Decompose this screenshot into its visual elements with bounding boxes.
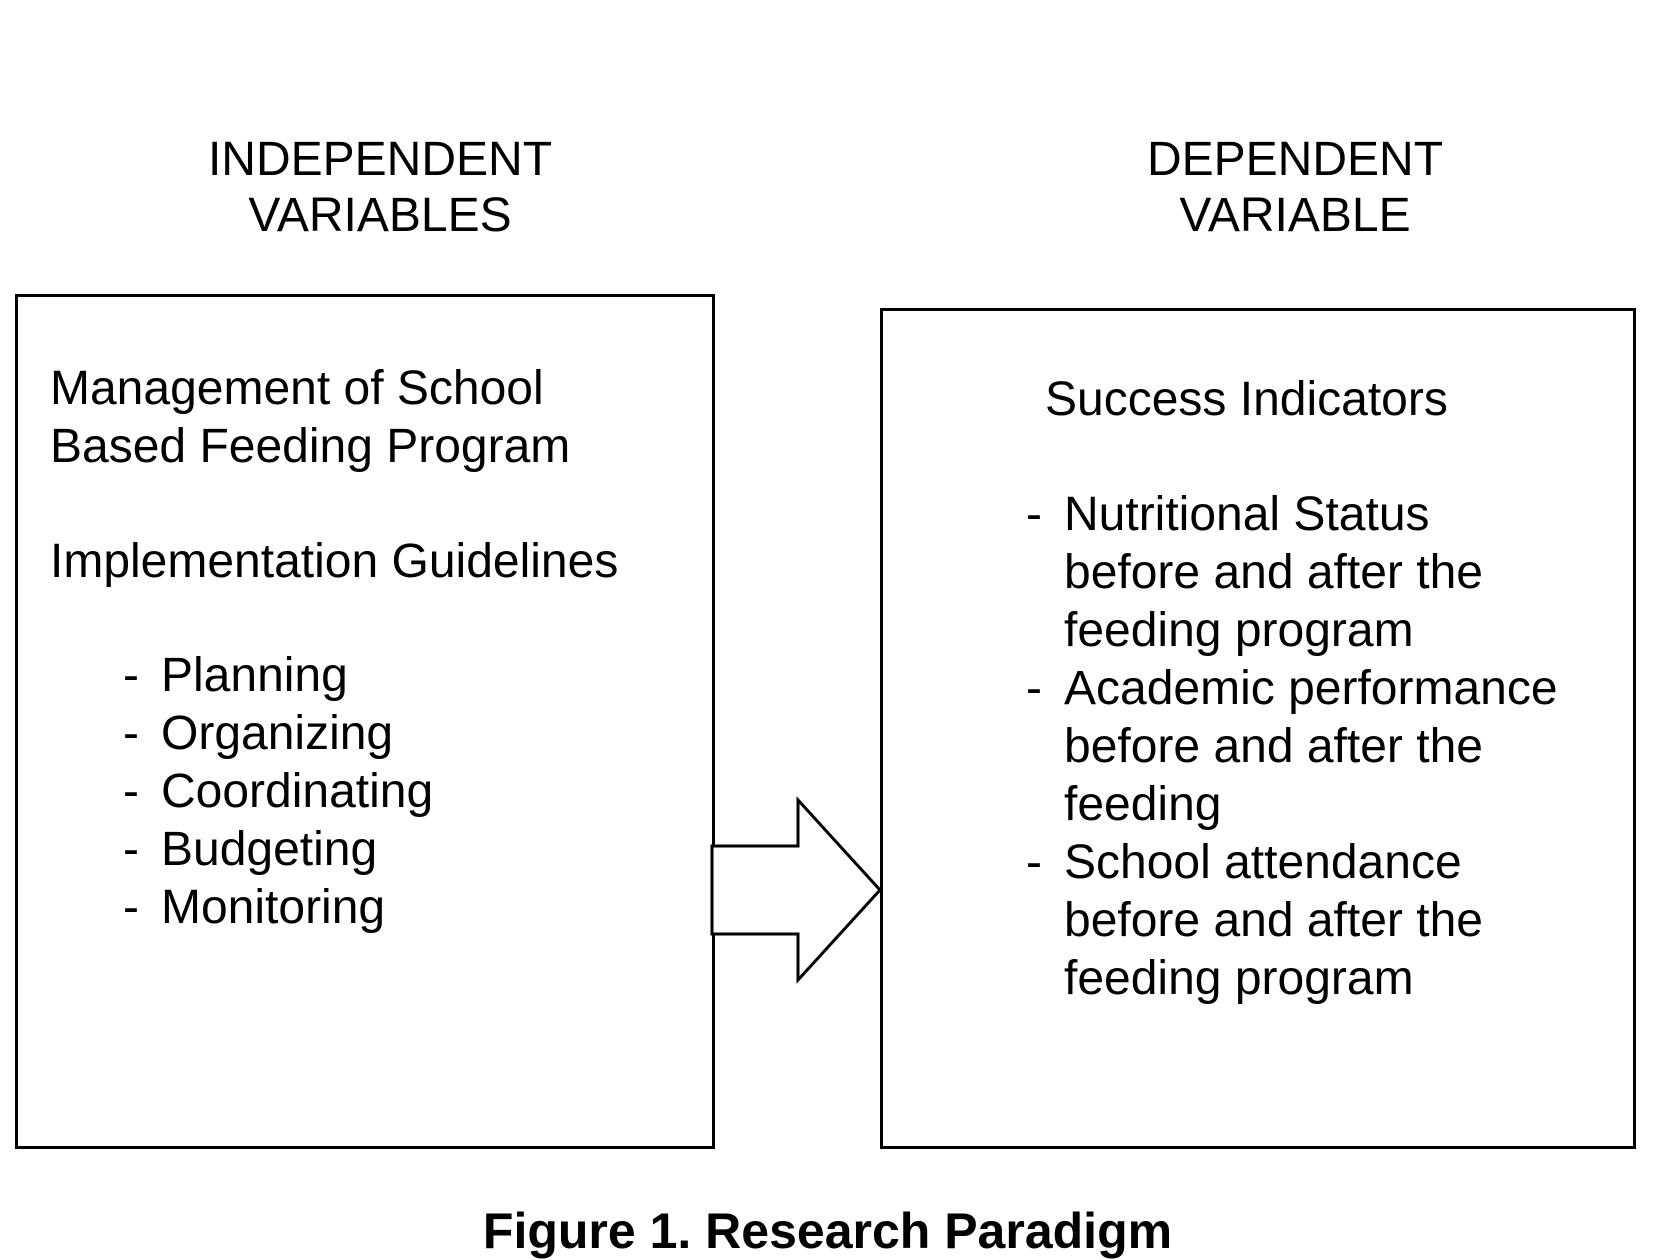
list-item-label: Budgeting — [161, 823, 378, 876]
list-item-label: Coordinating — [161, 765, 434, 818]
list-item-label: Monitoring — [161, 881, 386, 934]
dash-bullet: - — [123, 649, 139, 702]
right-arrow-icon — [712, 798, 887, 982]
list-item-coordinating — [123, 763, 433, 821]
program-title: Management of School Based Feeding Program — [50, 362, 571, 473]
list-item-label: Academic performance before and after the feeding — [1064, 662, 1558, 831]
list-item-monitoring — [123, 879, 433, 937]
list-item-budgeting — [123, 821, 433, 879]
success-indicators-list — [1026, 486, 1558, 1008]
list-item-nutritional-status — [1026, 486, 1558, 660]
figure-caption: Figure 1. Research Paradigm — [482, 1203, 1173, 1259]
list-item-organizing — [123, 705, 433, 763]
list-item-academic-performance — [1026, 660, 1558, 834]
dependent-variable-heading: DEPENDENT VARIABLE — [1146, 133, 1444, 242]
dependent-variable-box — [880, 308, 1636, 1149]
independent-variables-heading: INDEPENDENT VARIABLES — [207, 133, 553, 242]
guidelines-subtitle: Implementation Guidelines — [50, 535, 619, 588]
dash-bullet: - — [123, 881, 139, 934]
management-functions-list — [123, 647, 433, 937]
list-item-label: Planning — [161, 649, 348, 702]
independent-variables-box — [15, 294, 715, 1149]
dash-bullet: - — [123, 823, 139, 876]
list-item-school-attendance — [1026, 834, 1558, 1008]
dash-bullet: - — [123, 707, 139, 760]
list-item-label: Nutritional Status before and after the feeding program — [1064, 488, 1483, 657]
dash-bullet: - — [1026, 662, 1042, 715]
dash-bullet: - — [123, 765, 139, 818]
dash-bullet: - — [1026, 836, 1042, 889]
list-item-label: School attendance before and after the feeding program — [1064, 836, 1483, 1005]
list-item-label: Organizing — [161, 707, 394, 760]
list-item-planning — [123, 647, 433, 705]
dash-bullet: - — [1026, 488, 1042, 541]
success-indicators-title: Success Indicators — [1045, 373, 1448, 426]
